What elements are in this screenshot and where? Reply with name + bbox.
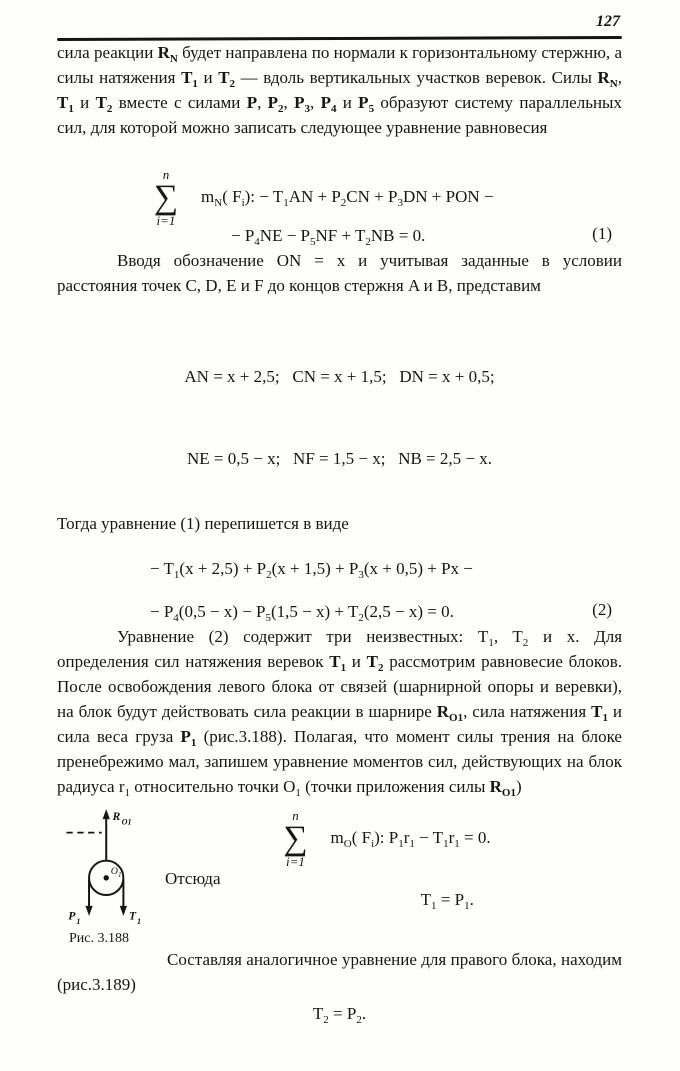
equation-3-line: $m_O$( $F_i$): $P_1r_1 - T_1r_1 = 0$.: [330, 828, 491, 850]
sum-lower-limit: i=1: [156, 213, 176, 228]
equation-1-body: [201, 168, 493, 248]
hence-label: Отсюда: [165, 869, 221, 888]
equation-t1-equals-p1: $T_1 = P_1$.: [420, 890, 474, 912]
equation-1: [143, 168, 622, 248]
sum-lower-limit: i=1: [286, 854, 305, 869]
pulley-axle-dot: [104, 875, 109, 880]
left-down-arrowhead-icon: [85, 906, 92, 916]
right-down-arrowhead-icon: [120, 906, 127, 916]
equation-2-line-2: − $P_4(0,5 - x) - P_5(1,5 - x) + T_2(2,5 - x) = 0$.: [150, 602, 454, 624]
paragraph-notation: Вводя обозначение ON = x и учитывая заданные в условии расстояния точек C, D, E и F до концов стержня A и B, представим: [57, 251, 622, 295]
equation-1-line-2: − $P_4NE - P_5NF + T_2NB = 0$.: [231, 226, 426, 248]
distance-line-2: NE = 0,5 − x; NF = 1,5 − x; NB = 2,5 − x.: [187, 449, 492, 468]
figure-caption: Рис. 3.188: [69, 931, 129, 946]
sigma-icon: ∑: [283, 820, 308, 857]
paragraph-right-block: Составляя аналогичное уравнение для правого блока, находим (рис.3.189): [57, 950, 622, 994]
label-tension-force-sub: 1: [136, 916, 142, 926]
label-tension-force: T: [128, 909, 137, 923]
equation-t2-equals-p2: $T_2 = P_2$.: [312, 1004, 367, 1026]
label-center-point-sub: 1: [117, 870, 122, 879]
equation-2-number: (2): [592, 600, 612, 619]
label-weight-force: P: [68, 909, 76, 923]
figure-and-equation-row: [57, 807, 622, 947]
sum-upper-limit: n: [292, 808, 299, 823]
distance-equations: [57, 324, 622, 511]
paragraph-unknowns: Уравнение (2) содержит три неизвестных: $T_1$, $T_2$ и x. Для определения сил натяжения веревок $T_1$ и $T_2$ рассмотрим равновесие блоков. После освобождения левого блока от связей (шарнирной опоры и веревки), на блок будут действовать сила реакции в шарнире $R_{O1}$, сила натяжения $T_1$ и сила веса груза $P_1$ (рис.3.188). Полагая, что момент силы трения на блоке пренебрежимо мал, запишем уравнение моментов сил, действующих на блок радиуса $r_1$ относительно точки $O_1$ (точки приложения силы $R_{O1}$): [57, 627, 623, 799]
sum-upper-limit: n: [162, 167, 170, 182]
equation-3: [273, 809, 623, 869]
equation-1-number: (1): [592, 224, 612, 243]
paragraph-intro: сила реакции $R_N$ будет направлена по нормали к горизонтальному стержню, а силы натяжения $T_1$ и $T_2$ — вдоль вертикальных участков веревок. Силы $R_N$, $T_1$ и $T_2$ вместе с силами P, $P_2$, $P_3$, $P_4$ и $P_5$ образуют систему параллельных сил, для которой можно записать следующее уравнение равновесия: [57, 43, 623, 137]
equation-3-column: [221, 807, 623, 912]
summation-symbol-2: [273, 809, 319, 869]
pulley-diagram: [61, 807, 165, 927]
equation-2: [57, 556, 622, 624]
figure-3-188: [57, 807, 165, 947]
label-reaction-force: R: [112, 809, 121, 823]
equation-1-line-1: $m_N$( $F_i$): − $T_1AN + P_2CN + P_3DN$ + PON −: [201, 187, 494, 209]
sigma-icon: ∑: [153, 179, 179, 216]
paragraph-then: Тогда уравнение (1) перепишется в виде: [57, 514, 349, 533]
label-reaction-force-sub: O1: [121, 817, 132, 827]
label-center-point: O: [110, 866, 118, 878]
equation-2-line-1: − $T_1(x + 2,5) + P_2(x + 1,5) + P_3(x + 0,5) + Px$ −: [150, 559, 473, 581]
distance-line-1: AN = x + 2,5; CN = x + 1,5; DN = x + 0,5;: [184, 367, 495, 386]
summation-symbol: [143, 168, 189, 248]
up-arrowhead-icon: [103, 809, 110, 819]
label-weight-force-sub: 1: [76, 916, 81, 926]
page-number: 127: [596, 13, 620, 30]
